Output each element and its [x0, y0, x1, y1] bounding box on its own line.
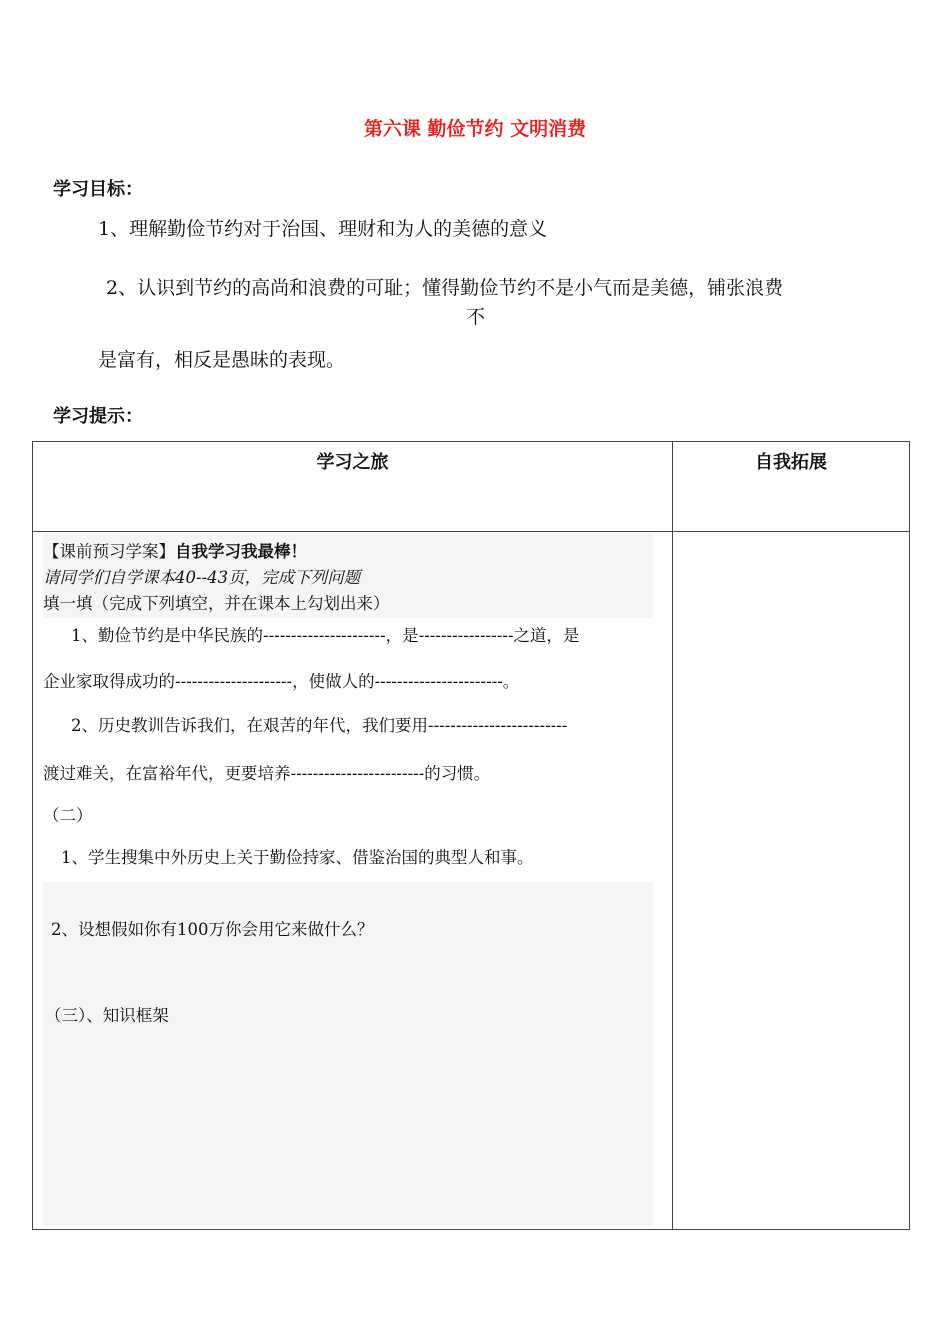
- preview-bracket-label: 【课前预习学案】: [43, 542, 175, 561]
- section-two-label: （二）: [43, 806, 93, 825]
- objective-2-wrap: 不: [466, 306, 486, 328]
- objectives-heading: 学习目标：: [53, 179, 143, 200]
- objective-2-line2: 是富有，相反是愚昧的表现。: [98, 349, 346, 371]
- hints-heading: 学习提示：: [53, 406, 143, 427]
- fill1-line2: 企业家取得成功的---------------------，使做人的-----------------------。: [43, 672, 520, 691]
- section-two-item1: 1、学生搜集中外历史上关于勤俭持家、借鉴治国的典型人和事。: [61, 848, 534, 867]
- preview-title: [43, 538, 307, 562]
- fill1-line1: 1、勤俭节约是中华民族的----------------------，是-----------------之道，是: [71, 626, 580, 645]
- header-study-journey: 学习之旅: [33, 442, 673, 532]
- study-table: [32, 441, 910, 1230]
- section-two-item2: 2、设想假如你有100万你会用它来做什么？: [51, 920, 374, 939]
- instruction-text: 请同学们自学课本40--43页，完成下列问题: [43, 568, 361, 587]
- preview-slogan: 自我学习我最棒！: [175, 542, 307, 561]
- objective-1: 1、理解勤俭节约对于治国、理财和为人的美德的意义: [98, 218, 548, 240]
- section-three-label: （三）、知识框架: [45, 1006, 169, 1025]
- study-journey-cell: [33, 532, 673, 1230]
- page-title: 第六课 勤俭节约 文明消费: [363, 118, 587, 140]
- self-extension-cell: [673, 532, 910, 1230]
- fill-heading: 填一填（完成下列填空，并在课本上勾划出来）: [43, 594, 390, 613]
- objective-2-line1: 2、认识到节约的高尚和浪费的可耻；懂得勤俭节约不是小气而是美德，铺张浪费: [106, 277, 784, 299]
- header-self-extension: 自我拓展: [673, 442, 910, 532]
- fill2-line1: 2、历史教训告诉我们，在艰苦的年代，我们要用-------------------------: [71, 716, 568, 735]
- fill2-line2: 渡过难关，在富裕年代，更要培养------------------------的习惯。: [43, 764, 491, 783]
